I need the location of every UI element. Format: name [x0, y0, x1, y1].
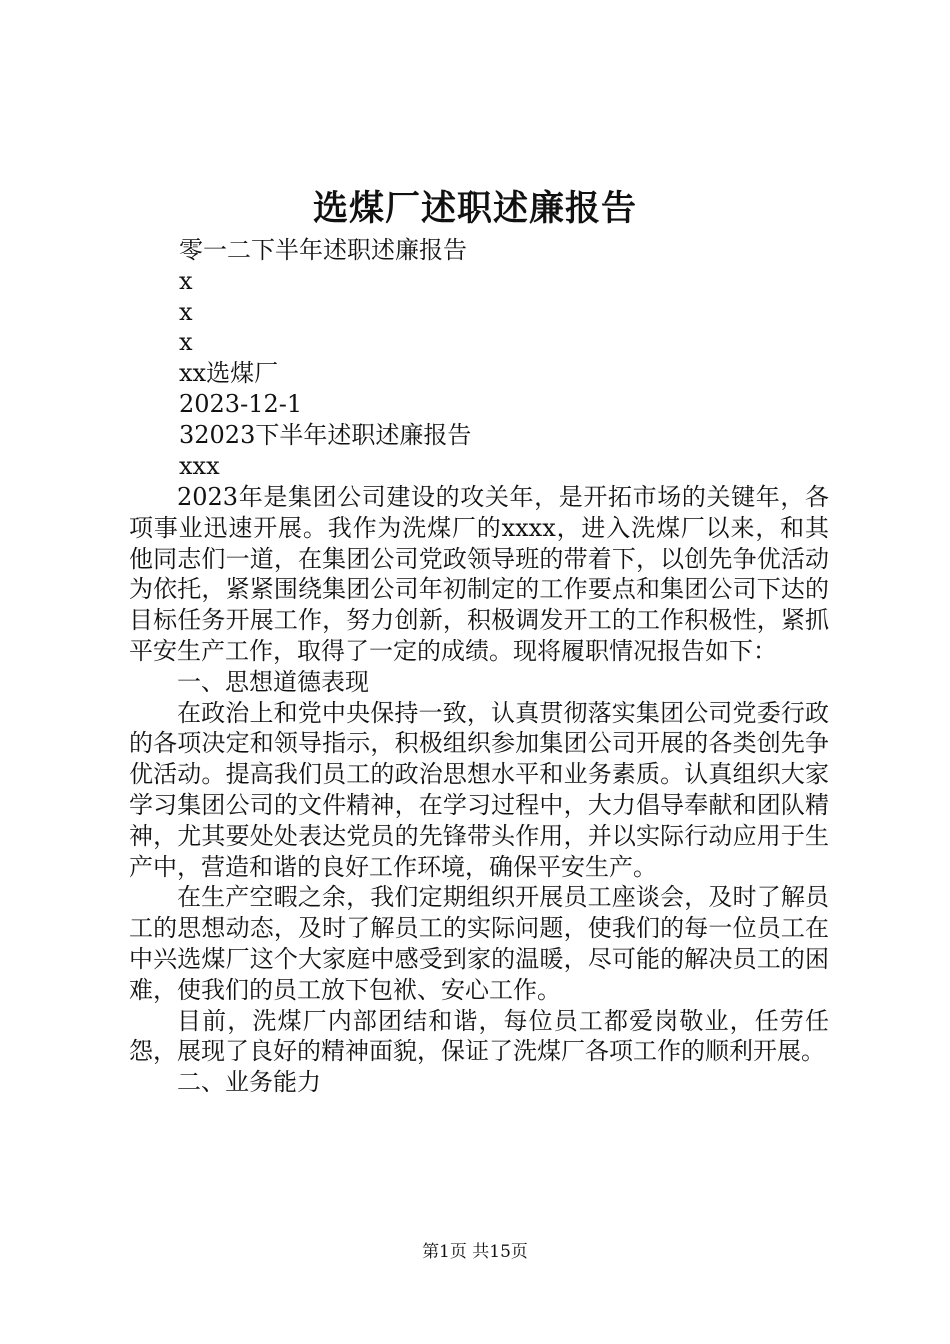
- meta-line: xxx: [179, 451, 220, 480]
- document-body: [129, 482, 829, 1098]
- section-heading: 二、业务能力: [177, 1068, 321, 1097]
- body-paragraph: 在政治上和党中央保持一致，认真贯彻落实集团公司党委行政的各项决定和领导指示，积极组织参加集团公司开展的各类创先争优活动。提高我们员工的政治思想水平和业务素质。认真组织大家学习集团公司的文件精神，在学习过程中，大力倡导奉献和团队精神，尤其要处处表达党员的先锋带头作用，并以实际行动应用于生产中，营造和谐的良好工作环境，确保平安生产。: [129, 698, 829, 881]
- section-heading: 一、思想道德表现: [177, 667, 369, 696]
- page-footer: 第1页 共15页: [422, 1242, 528, 1262]
- meta-line: x: [179, 266, 193, 295]
- meta-line: xx选煤厂: [179, 359, 279, 388]
- body-paragraph: 目前，洗煤厂内部团结和谐，每位员工都爱岗敬业，任劳任怨，展现了良好的精神面貌，保证了洗煤厂各项工作的顺利开展。: [129, 1006, 829, 1066]
- meta-line: 32023下半年述职述廉报告: [179, 420, 472, 449]
- meta-line: x: [179, 297, 193, 326]
- document-title: 选煤厂述职述廉报告: [312, 188, 637, 229]
- document-meta-lines: [179, 235, 471, 481]
- intro-paragraph: 2023年是集团公司建设的攻关年，是开拓市场的关键年，各项事业迅速开展。我作为洗煤厂的xxxx，进入洗煤厂以来，和其他同志们一道，在集团公司党政领导班的带着下，以创先争优活动为依托，紧紧围绕集团公司年初制定的工作要点和集团公司下达的目标任务开展工作，努力创新，积极调发开工的工作积极性，紧抓平安生产工作，取得了一定的成绩。现将履职情况报告如下：: [129, 483, 829, 665]
- body-paragraph: 在生产空暇之余，我们定期组织开展员工座谈会，及时了解员工的思想动态，及时了解员工的实际问题，使我们的每一位员工在中兴选煤厂这个大家庭中感受到家的温暖，尽可能的解决员工的困难，使我们的员工放下包袱、安心工作。: [129, 883, 829, 1004]
- meta-line: 2023-12-1: [179, 389, 303, 418]
- meta-line: x: [179, 328, 193, 357]
- meta-line: 零一二下半年述职述廉报告: [179, 236, 467, 264]
